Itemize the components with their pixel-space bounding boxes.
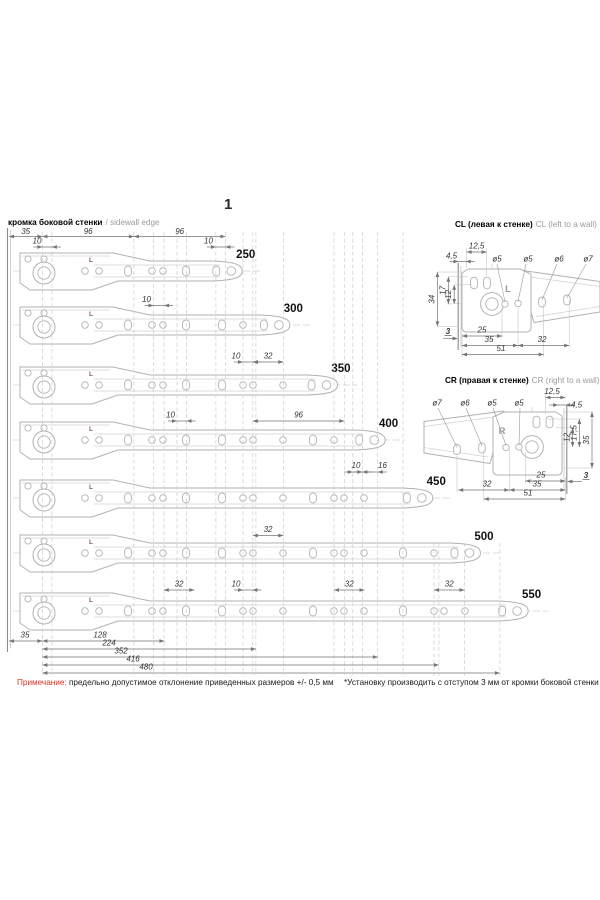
svg-text:L: L: [89, 539, 93, 546]
svg-text:96: 96: [83, 227, 93, 236]
rail-length-label: 250: [236, 249, 256, 261]
cr-rail-arm: [424, 411, 504, 464]
svg-text:L: L: [89, 311, 93, 318]
cr-title-en: CR (right to a wall): [531, 376, 600, 385]
svg-text:12: 12: [444, 289, 454, 299]
cr-hole: [454, 445, 461, 455]
svg-text:10: 10: [166, 410, 175, 420]
tolerance-note: [17, 678, 334, 687]
svg-text:25: 25: [536, 470, 546, 480]
cl-hole-dia-4: ø7: [583, 254, 593, 264]
svg-text:4,5: 4,5: [445, 251, 458, 261]
svg-text:32: 32: [482, 479, 492, 489]
cl-offset-dim: 3: [445, 327, 451, 336]
svg-text:32: 32: [444, 579, 454, 589]
svg-text:35: 35: [582, 435, 591, 445]
rail-250: [13, 249, 262, 290]
svg-text:96: 96: [294, 410, 304, 420]
rail-550: [13, 589, 548, 630]
cl-title-ru: CL (левая к стенке): [455, 220, 533, 229]
tolerance-note-text: предельно допустимое отклонение приведенных размеров +/- 0,5 мм: [66, 678, 334, 687]
svg-text:10: 10: [231, 579, 241, 589]
tolerance-note-label: Примечание:: [17, 678, 67, 687]
rail-length-label: 500: [474, 531, 494, 543]
rail-300: [13, 303, 310, 344]
rail-length-label: 400: [379, 418, 399, 430]
svg-text:416: 416: [126, 654, 140, 664]
cr-slot-hole: [546, 416, 553, 428]
cr-title: [445, 376, 599, 385]
cr-hole-dia-3: ø5: [487, 398, 497, 408]
svg-text:4,5: 4,5: [570, 400, 583, 410]
rail-400: [13, 418, 405, 459]
svg-text:51: 51: [523, 488, 533, 498]
svg-text:51: 51: [496, 344, 506, 353]
cr-offset-arrow: [567, 480, 573, 484]
cr-hole-dia-1: ø7: [432, 398, 442, 408]
cr-offset-dim: 3: [583, 471, 589, 480]
svg-text:35: 35: [21, 227, 31, 236]
rail-500: [13, 531, 501, 572]
cr-slot-hole: [533, 416, 540, 428]
install-note-text: *Установку производить с отступом 3 мм от кромки боковой стенки: [344, 678, 599, 687]
sidewall-edge-label: [8, 218, 160, 227]
svg-text:10: 10: [142, 295, 151, 304]
cl-hole-dia-3: ø6: [554, 254, 564, 264]
cl-hole: [539, 297, 546, 307]
rail-length-label: 300: [283, 303, 303, 315]
svg-text:35: 35: [484, 335, 494, 344]
svg-text:32: 32: [344, 579, 354, 589]
svg-text:32: 32: [263, 525, 273, 534]
svg-text:12,5: 12,5: [468, 241, 485, 251]
svg-text:L: L: [89, 257, 93, 264]
svg-text:32: 32: [174, 579, 184, 589]
detail-cr: [424, 387, 594, 501]
svg-text:17: 17: [438, 285, 448, 295]
cr-hole-dia-4: ø5: [514, 398, 524, 408]
svg-text:32: 32: [537, 335, 547, 344]
cl-offset-arrow: [453, 337, 459, 341]
svg-text:34: 34: [427, 294, 437, 304]
svg-text:35: 35: [532, 479, 542, 489]
install-note: [344, 678, 599, 687]
svg-text:352: 352: [114, 646, 128, 656]
svg-text:L: L: [89, 484, 93, 491]
svg-text:32: 32: [263, 351, 273, 361]
svg-text:96: 96: [175, 227, 185, 236]
svg-text:L: L: [89, 597, 93, 604]
cl-title-en: CL (left to a wall): [535, 220, 597, 229]
cr-hole-dia-2: ø6: [460, 398, 470, 408]
svg-text:12: 12: [562, 432, 572, 442]
rail-length-label: 350: [331, 363, 351, 375]
cl-hole-dia-2: ø5: [523, 254, 533, 264]
rail-450: [13, 476, 453, 517]
cl-slot-hole: [484, 277, 491, 289]
cl-marking: L: [505, 284, 511, 295]
cr-marking: R: [498, 426, 506, 437]
svg-text:16: 16: [378, 461, 387, 470]
svg-text:L: L: [89, 371, 93, 378]
detail-cl: [427, 242, 600, 358]
sidewall-edge-label-en: / sidewall edge: [105, 218, 160, 227]
rail-length-label: 450: [426, 476, 446, 488]
svg-text:L: L: [89, 426, 93, 433]
svg-text:17,5: 17,5: [569, 425, 579, 441]
cr-title-ru: CR (правая к стенке): [445, 376, 529, 385]
svg-text:10: 10: [351, 461, 361, 470]
svg-text:10: 10: [204, 236, 213, 246]
rail-350: [13, 363, 358, 404]
sidewall-edge-label-ru: кромка боковой стенки: [8, 218, 103, 227]
svg-text:12,5: 12,5: [544, 387, 560, 396]
svg-text:35: 35: [20, 630, 30, 640]
cl-title: [455, 220, 597, 229]
svg-text:10: 10: [32, 236, 42, 246]
rail-length-label: 550: [521, 589, 542, 601]
cr-hole: [479, 443, 486, 453]
cl-slot-hole: [471, 277, 478, 289]
cl-hole-dia-1: ø5: [492, 254, 502, 264]
svg-text:480: 480: [139, 662, 153, 672]
page-marker: 1: [224, 196, 233, 213]
svg-text:128: 128: [93, 630, 107, 640]
sidewall-edge-line: [8, 228, 11, 652]
svg-text:25: 25: [477, 325, 487, 335]
svg-text:10: 10: [231, 351, 241, 361]
svg-text:224: 224: [102, 638, 116, 648]
